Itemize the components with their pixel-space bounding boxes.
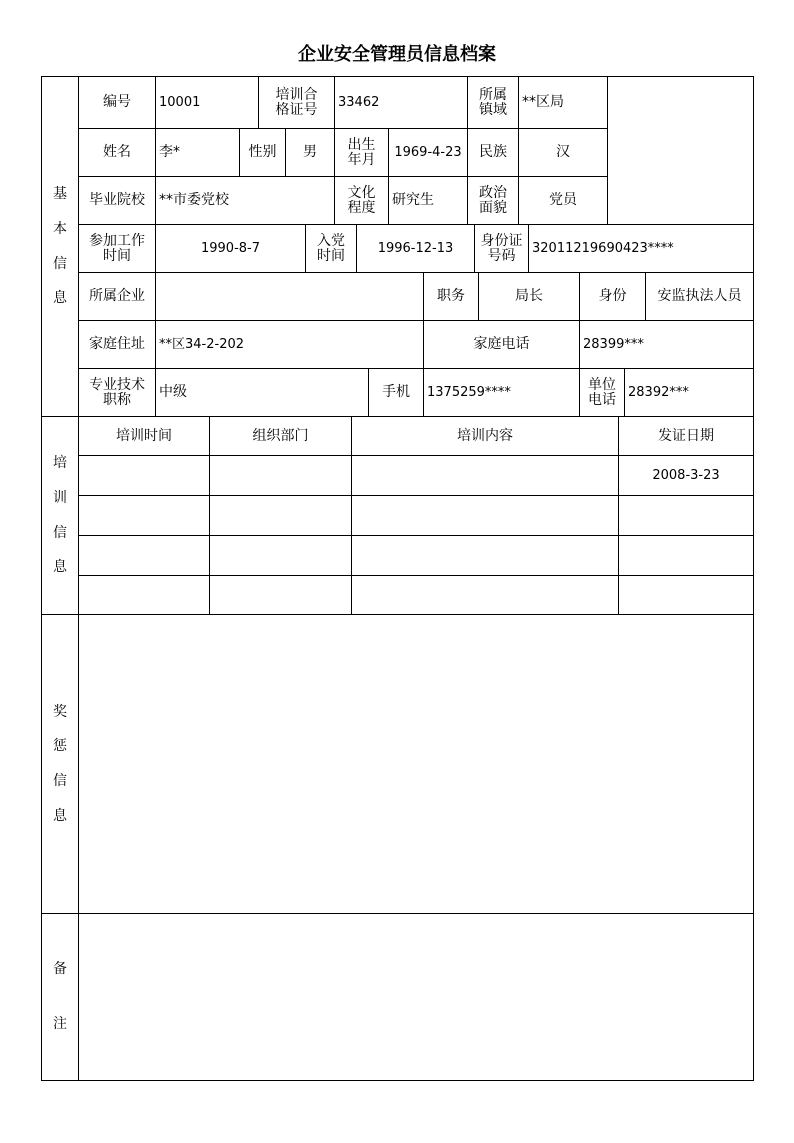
- training-cell[interactable]: [618, 575, 754, 615]
- mobile-label: 手机: [368, 368, 424, 417]
- page-title: 企业安全管理员信息档案: [298, 44, 496, 65]
- duty-value[interactable]: 局长: [478, 272, 580, 321]
- identity-value[interactable]: 安监执法人员: [645, 272, 754, 321]
- tech-label: 专业技术 职称: [78, 368, 156, 417]
- address-label: 家庭住址: [78, 320, 156, 369]
- gender-label: 性别: [239, 128, 286, 177]
- section-training-label: 培 训 信 息: [41, 416, 79, 615]
- training-cell[interactable]: [351, 455, 619, 496]
- training-cell[interactable]: [78, 535, 210, 576]
- name-label: 姓名: [78, 128, 156, 177]
- training-cell[interactable]: [209, 495, 352, 536]
- training-cell[interactable]: [209, 535, 352, 576]
- training-header-department: 组织部门: [209, 416, 352, 456]
- town-value[interactable]: **区局: [518, 76, 608, 129]
- rewards-content[interactable]: [78, 614, 754, 914]
- cert-label: 培训合 格证号: [258, 76, 335, 129]
- politics-value[interactable]: 党员: [518, 176, 608, 225]
- section-remarks-label: 备 注: [41, 913, 79, 1081]
- home-phone-value[interactable]: 28399***: [579, 320, 754, 369]
- duty-label: 职务: [423, 272, 479, 321]
- mobile-value[interactable]: 1375259****: [423, 368, 580, 417]
- cert-value[interactable]: 33462: [334, 76, 468, 129]
- birth-value[interactable]: 1969-4-23: [388, 128, 468, 177]
- work-value[interactable]: 1990-8-7: [155, 224, 306, 273]
- photo-area: [607, 76, 754, 225]
- training-cell[interactable]: [351, 495, 619, 536]
- gender-value[interactable]: 男: [285, 128, 335, 177]
- id-value[interactable]: 32011219690423****: [528, 224, 754, 273]
- training-cell[interactable]: [78, 495, 210, 536]
- training-cell[interactable]: [351, 535, 619, 576]
- school-label: 毕业院校: [78, 176, 156, 225]
- training-cell[interactable]: [209, 575, 352, 615]
- identity-label: 身份: [579, 272, 646, 321]
- ethnic-value[interactable]: 汉: [518, 128, 608, 177]
- company-value[interactable]: [155, 272, 424, 321]
- tech-value[interactable]: 中级: [155, 368, 369, 417]
- unit-phone-label: 单位 电话: [579, 368, 625, 417]
- number-value[interactable]: 10001: [155, 76, 259, 129]
- name-value[interactable]: 李*: [155, 128, 240, 177]
- unit-phone-value[interactable]: 28392***: [624, 368, 754, 417]
- politics-label: 政治 面貌: [467, 176, 519, 225]
- birth-label: 出生 年月: [334, 128, 389, 177]
- school-value[interactable]: **市委党校: [155, 176, 335, 225]
- training-cell[interactable]: 2008-3-23: [618, 455, 754, 496]
- party-value[interactable]: 1996-12-13: [356, 224, 475, 273]
- party-label: 入党 时间: [305, 224, 357, 273]
- ethnic-label: 民族: [467, 128, 519, 177]
- training-cell[interactable]: [78, 575, 210, 615]
- company-label: 所属企业: [78, 272, 156, 321]
- training-header-content: 培训内容: [351, 416, 619, 456]
- training-cell[interactable]: [618, 535, 754, 576]
- id-label: 身份证 号码: [474, 224, 529, 273]
- training-header-time: 培训时间: [78, 416, 210, 456]
- section-basic-label: 基 本 信 息: [41, 76, 79, 417]
- training-cell[interactable]: [618, 495, 754, 536]
- section-rewards-label: 奖 惩 信 息: [41, 614, 79, 914]
- training-cell[interactable]: [78, 455, 210, 496]
- home-phone-label: 家庭电话: [423, 320, 580, 369]
- address-value[interactable]: **区34-2-202: [155, 320, 424, 369]
- town-label: 所属 镇域: [467, 76, 519, 129]
- training-header-issue-date: 发证日期: [618, 416, 754, 456]
- training-cell[interactable]: [351, 575, 619, 615]
- training-cell[interactable]: [209, 455, 352, 496]
- remarks-content[interactable]: [78, 913, 754, 1081]
- work-label: 参加工作 时间: [78, 224, 156, 273]
- number-label: 编号: [78, 76, 156, 129]
- edu-label: 文化 程度: [334, 176, 389, 225]
- edu-value[interactable]: 研究生: [388, 176, 468, 225]
